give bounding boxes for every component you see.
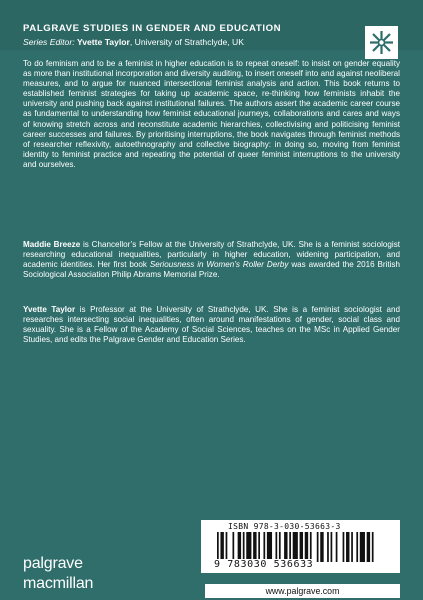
author-bio-breeze-text-b: was awarded the 2016 British Sociological Association Philip Abrams Memorial Prize. (23, 260, 400, 280)
series-editor-name: Yvette Taylor (76, 37, 130, 47)
series-editor-line (23, 37, 244, 47)
author-bio-taylor (23, 305, 400, 345)
book-title-reference: Seriousness in Women’s Roller Derby (149, 260, 289, 270)
isbn-text: ISBN 978-3-030-53663-3 (228, 522, 341, 531)
series-editor-affiliation: , University of Strathclyde, UK (129, 37, 244, 47)
author-name-breeze: Maddie Breeze (23, 240, 81, 249)
publisher-name-line1: palgrave (23, 555, 83, 572)
author-bio-breeze (23, 240, 400, 280)
barcode-graphic (217, 532, 377, 562)
author-name-taylor: Yvette Taylor (23, 305, 76, 314)
author-bio-taylor-text: is Professor at the University of Strathclyde, UK. She is a feminist sociologist and researches intersecting social inequalities, often around manifestations of gender, social class and sexuality. She is a Fellow of the Academy of Social Sciences, teaches on the MSc in Applied Gender Studies, and edits the Palgrave Gender and Education Series. (23, 305, 400, 345)
book-description: To do feminism and to be a feminist in higher education is to repeat oneself: to insist on gender equality as more than institutional incorporation and diversity auditing, to insert oneself into and against neoliberal measures, and to argue for nuanced intersectional feminist analysis and action. This book returns to established feminist strategies for taking up academic space, re-thinking how feminists inhabit the university and pushing back against institutional failures. The authors assert the academic career course as fundamental to understanding how feminist educational journeys, collaborations and cares and ways of knowing stretch across and reconstitute academic hierarchies, collectivising and politicising feminist career successes and failures. By prioritising interruptions, the book navigates through feminist methods of researcher reflexivity, autoethnography and collective biography: in doing so, moving from feminist identity to feminist practice and repeating the potential of queer feminist interruptions to the university and ourselves. (23, 59, 400, 169)
barcode-number: 9 783030 536633 (214, 559, 314, 570)
series-title: PALGRAVE STUDIES IN GENDER AND EDUCATION (23, 23, 282, 34)
author-bio-breeze-text-a: is Chancellor’s Fellow at the University of Strathclyde, UK. She is a feminist sociologist researching educational inequalities, particularly in higher education, widening participation, and academic identities. Her first book (23, 240, 400, 270)
publisher-url: www.palgrave.com (205, 584, 400, 598)
publisher-name-line2: macmillan (23, 575, 94, 592)
star-cross-logo-icon (365, 26, 398, 59)
series-editor-label: Series Editor: (23, 37, 75, 47)
